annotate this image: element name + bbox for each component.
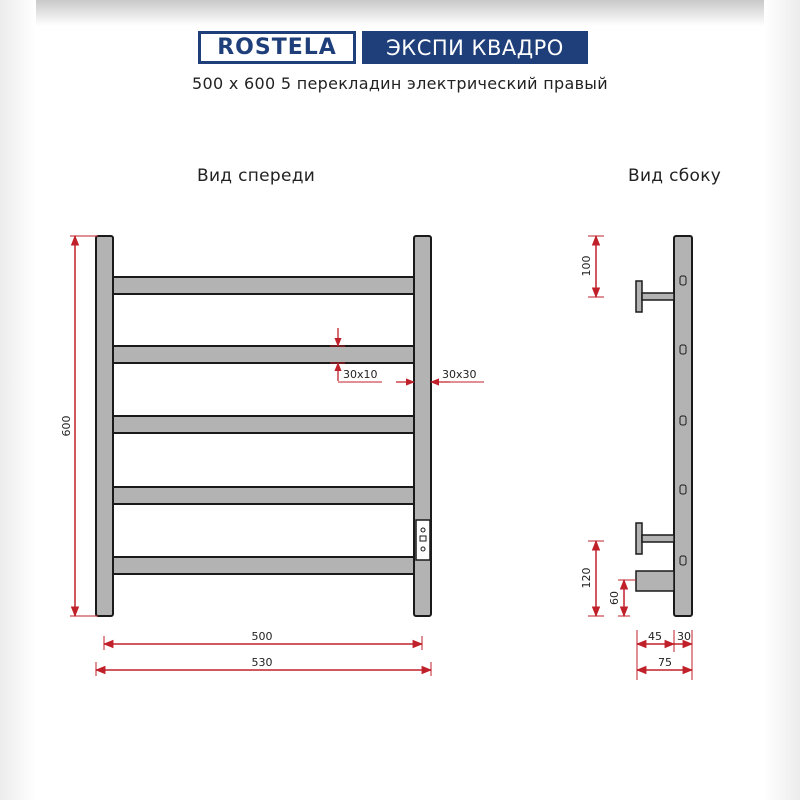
post-section-dimension [396,368,484,382]
side-view [636,236,692,616]
outer-width-dimension [96,656,431,676]
outer-width-label: 530 [251,656,273,669]
side-bottom-bracket-dimension [580,541,604,616]
bar-section-label: 30x10 [343,368,378,381]
heater-switch-box [416,520,430,560]
side-view-label: Вид сбоку [628,166,722,186]
top-bracket-arm [642,293,674,300]
brand-logo: ROSTELA [198,31,356,64]
side-heater-dimension [608,580,636,616]
side-total-label: 75 [658,656,672,669]
side-top-label: 100 [580,255,593,277]
side-depth-dimension [637,630,692,680]
side-post [674,236,692,616]
side-post-label: 30 [677,630,691,643]
crossbar-2 [111,346,414,363]
front-view-label: Вид спереди [197,166,316,186]
front-view [96,236,431,616]
post-section-label: 30x30 [442,368,477,381]
bottom-wall-flange [636,523,642,554]
crossbar-1 [111,277,414,294]
crossbar-5 [111,557,414,574]
side-heater-box [636,571,674,591]
front-height-dimension [60,236,98,616]
front-height-label: 600 [60,415,73,437]
crossbar-4 [111,487,414,504]
inner-width-dimension [104,630,422,650]
side-heater-label: 60 [608,591,621,605]
side-top-dimension [580,236,604,297]
bottom-bracket-arm [642,535,674,542]
product-name: ЭКСПИ КВАДРО [362,31,588,64]
top-wall-flange [636,281,642,312]
side-offset-label: 45 [648,630,662,643]
inner-width-label: 500 [251,630,273,643]
product-subtitle: 500 х 600 5 перекладин электрический правый [192,74,608,93]
left-post [96,236,113,616]
side-bottom-bracket-label: 120 [580,567,593,589]
crossbar-3 [111,416,414,433]
